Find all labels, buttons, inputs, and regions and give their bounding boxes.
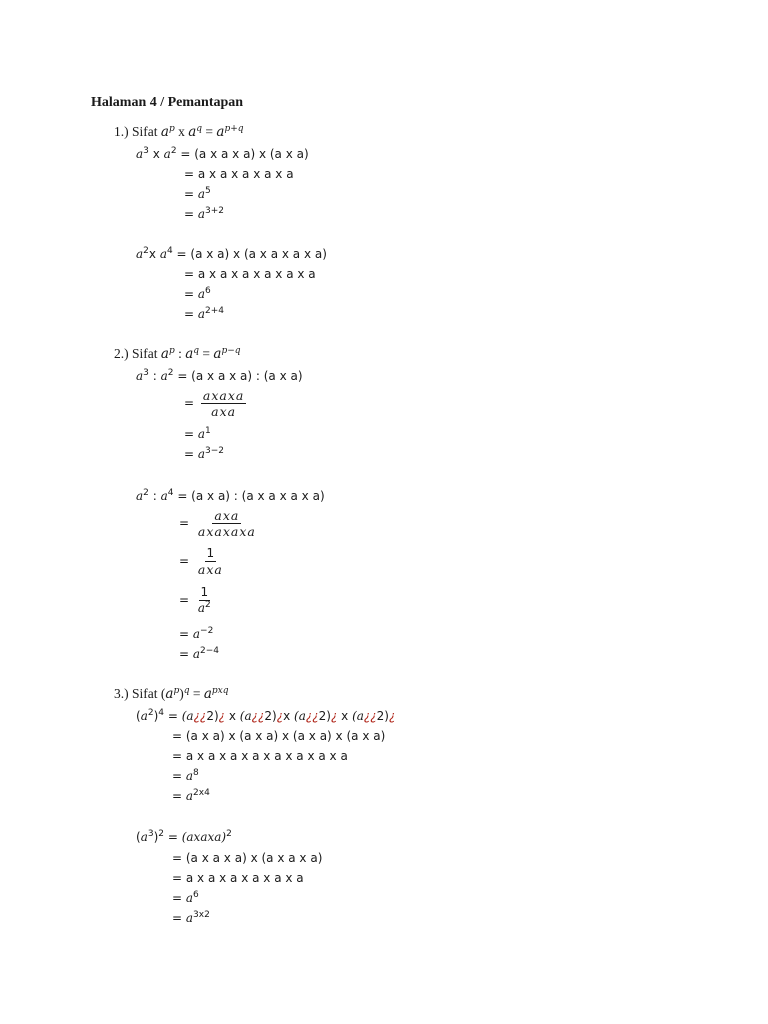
- s3-expr1-line5: = $a^{2x4}$: [172, 788, 210, 803]
- s1-expr1-line2: = a x a x a x a x a: [184, 167, 294, 181]
- page-title: Halaman 4 / Pemantapan: [91, 95, 244, 110]
- s2-expr1-fraction-line: = $\frac{\text{axaxa}}{\text{axa}}$: [184, 388, 245, 419]
- s3-expr1-line4: = $a^8$: [172, 768, 199, 783]
- fraction: [196, 508, 258, 539]
- fraction-numerator: 1: [200, 585, 209, 599]
- s2-heading: 2.) Sifat $a^p$ : $a^q = a^{p-q}$: [114, 346, 241, 362]
- s3-expr1-line1: $(a^2)^4$ = (a¿¿2)¿ x (a¿¿2)¿x (a¿¿2)¿ x (a¿¿2)¿: [136, 708, 396, 723]
- s1-expr2-line4: = $a^{2+4}$: [184, 306, 225, 321]
- s1-expr2-line2: = a x a x a x a x a x a: [184, 267, 316, 281]
- fraction-denominator: axaxaxa: [197, 524, 256, 539]
- s2-expr2-fraction1-line: = $\frac{\text{axa}}{\text{axaxaxa}}$: [179, 508, 256, 539]
- s2-expr2-line1: $a^2$ : $a^4 = (a$ x a) : (a x a x a x a): [136, 488, 325, 503]
- s3-expr2-line3: = a x a x a x a x a x a: [172, 871, 304, 885]
- fraction-denominator: axa: [211, 404, 237, 419]
- fraction-numerator: axa: [214, 508, 240, 523]
- s3-expr1-line2: = (a x a) x (a x a) x (a x a) x (a x a): [172, 729, 386, 743]
- fraction-denominator: axa: [197, 562, 223, 577]
- s3-expr1-line3: = a x a x a x a x a x a x a x a: [172, 749, 348, 763]
- s3-expr2-line5: = $a^{3x2}$: [172, 910, 210, 925]
- s1-label: Sifat: [132, 124, 158, 139]
- s1-expr1-line3: = $a^5$: [184, 186, 211, 201]
- s1-expr2-line3: = $a^6$: [184, 286, 211, 301]
- s1-expr1-line1: $a^3$ x $a^2 = (a$ x a x a) x (a x a): [136, 146, 309, 161]
- s2-expr2-line5: = $a^{-2}$: [179, 626, 214, 641]
- s2-number: 2.): [114, 346, 129, 361]
- s1-number: 1.): [114, 124, 129, 139]
- s3-label: Sifat: [132, 686, 158, 701]
- s3-heading: 3.) Sifat $(a^p)^q = a^{pxq}$: [114, 686, 229, 702]
- s1-expr2-line1: $a^2x$ $a^4 = (a$ x a) x (a x a x a x a): [136, 246, 327, 261]
- s2-expr2-line6: = $a^{2-4}$: [179, 646, 220, 661]
- s2-expr2-fraction3-line: = $\frac{1}{a^2}$: [179, 585, 211, 615]
- fraction: [201, 388, 246, 419]
- s3-number: 3.): [114, 686, 129, 701]
- s3-expr2-line2: = (a x a x a) x (a x a x a): [172, 851, 323, 865]
- s3-expr2-line4: = $a^6$: [172, 890, 199, 905]
- s2-expr1-line1: $a^3$ : $a^2 = (a$ x a x a) : (a x a): [136, 368, 303, 383]
- s2-expr1-line3: = $a^1$: [184, 426, 211, 441]
- fraction-numerator: axaxa: [202, 388, 245, 403]
- s2-expr1-line4: = $a^{3-2}$: [184, 446, 225, 461]
- s2-label: Sifat: [132, 346, 158, 361]
- fraction-denominator: $a^2$: [197, 600, 211, 615]
- fraction-numerator: 1: [206, 546, 215, 560]
- fraction: [196, 546, 225, 577]
- s2-expr2-fraction2-line: = $\frac{1}{\text{axa}}$: [179, 546, 223, 577]
- s1-heading: 1.) Sifat $a^p$ x $a^q = a^{p+q}$: [114, 124, 244, 140]
- s1-expr1-line4: = $a^{3+2}$: [184, 206, 225, 221]
- s3-expr2-line1: $(a^3)^2$ = (axaxa)$^2$: [136, 829, 232, 844]
- fraction: [196, 585, 213, 616]
